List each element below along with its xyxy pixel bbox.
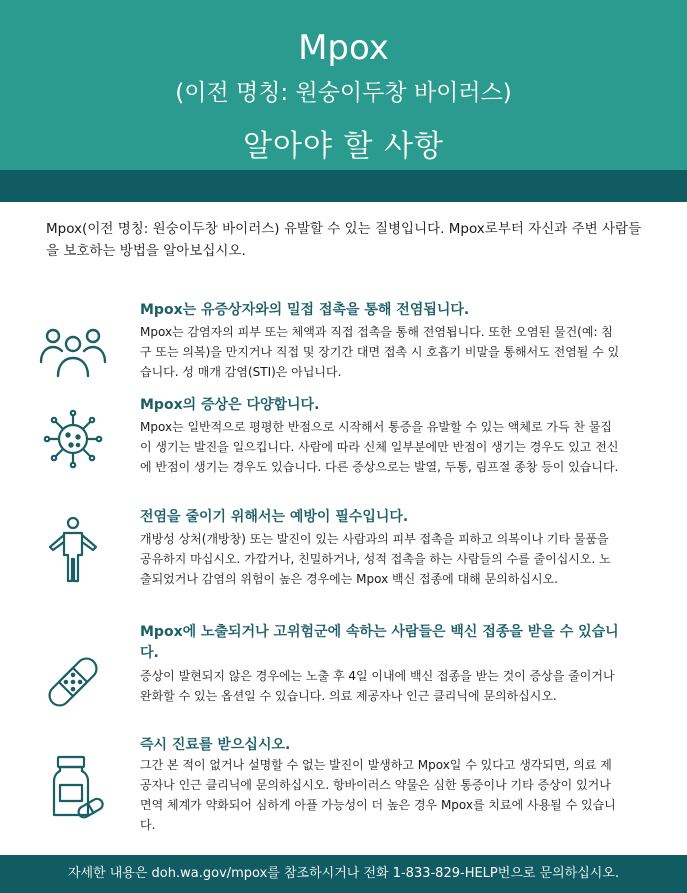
section-title: 전염을 줄이기 위해서는 예방이 필수입니다. xyxy=(140,509,409,525)
section-body: Mpox는 일반적으로 평평한 반점으로 시작해서 통증을 유발할 수 있는 액체로 가득 찬 물집이 생기는 발진을 일으킵니다. 사람에 따라 신체 일부분에만 반점이 생기는 경우도 있고 전신에 반점이 생기는 경우도 있습니다. 다른 증상으로는 발열, 두통, 림프절 종창 등이 있습니다. xyxy=(140,420,619,474)
section-body: 그간 본 적이 없거나 설명할 수 없는 발진이 발생하고 Mpox일 수 있다고 생각되면, 의료 제공자나 인근 클리닉에 문의하십시오. 항바이러스 약물은 심한 통증이나 기타 증상이 있거나 면역 체계가 약화되어 심하게 아플 가능성이 더 높은 경우 Mpox를 치료에 사용될 수 있습니다. xyxy=(140,758,616,832)
person-stop-icon xyxy=(38,515,108,575)
footer-bar: 자세한 내용은 doh.wa.gov/mpox를 참조하시거나 전화 1-833-829-HELP번으로 문의하십시오. xyxy=(0,855,687,893)
intro-paragraph: Mpox(이전 명칭: 원숭이두창 바이러스) 유발할 수 있는 질병입니다. Mpox로부터 자신과 주변 사람들을 보호하는 방법을 알아보십시오. xyxy=(46,221,642,259)
section-body: Mpox는 감염자의 피부 또는 체액과 직접 접촉을 통해 전염됩니다. 또한 오염된 물건(예: 침구 또는 의복)을 만지거나 직접 및 장기간 대면 접촉 시 호흡기 비말을 통해서도 전염될 수 있습니다. 성 매개 감염(STI)은 아닙니다. xyxy=(140,325,620,379)
page-title: Mpox xyxy=(298,28,389,68)
section-body: 증상이 발현되지 않은 경우에는 노출 후 4일 이내에 백신 접종을 받는 것이 증상을 줄이거나 완화할 수 있는 옵션일 수 있습니다. 의료 제공자나 인근 클리닉에 문의하십시오. xyxy=(140,669,615,703)
section-title: Mpox의 증상은 다양합니다. xyxy=(140,397,320,413)
page-tagline: 알아야 할 사항 xyxy=(243,129,444,164)
section-title: 즉시 진료를 받으십시오. xyxy=(140,737,291,753)
medicine-bottle-icon xyxy=(38,753,108,813)
section-body: 개방성 상처(개방창) 또는 발진이 있는 사람과의 피부 접촉을 피하고 의복이나 기타 물품을 공유하지 마십시오. 가깝거나, 친밀하거나, 성적 접촉을 하는 사람들의 수를 줄이십시오. 노출되었거나 감염의 위험이 높은 경우에는 Mpox 백신 접종에 대해 문의하십시오. xyxy=(140,532,611,586)
section-title: Mpox에 노출되거나 고위험군에 속하는 사람들은 백신 접종을 받을 수 있습니다. xyxy=(140,624,619,661)
people-group-icon xyxy=(38,320,108,380)
page-subtitle: (이전 명칭: 원숭이두창 바이러스) xyxy=(175,80,512,106)
header-band xyxy=(0,170,687,202)
section-title: Mpox는 유증상자와의 밀접 접촉을 통해 전염됩니다. xyxy=(140,302,470,318)
bandage-icon xyxy=(38,652,108,712)
virus-icon xyxy=(38,409,108,469)
header-banner xyxy=(0,0,687,170)
